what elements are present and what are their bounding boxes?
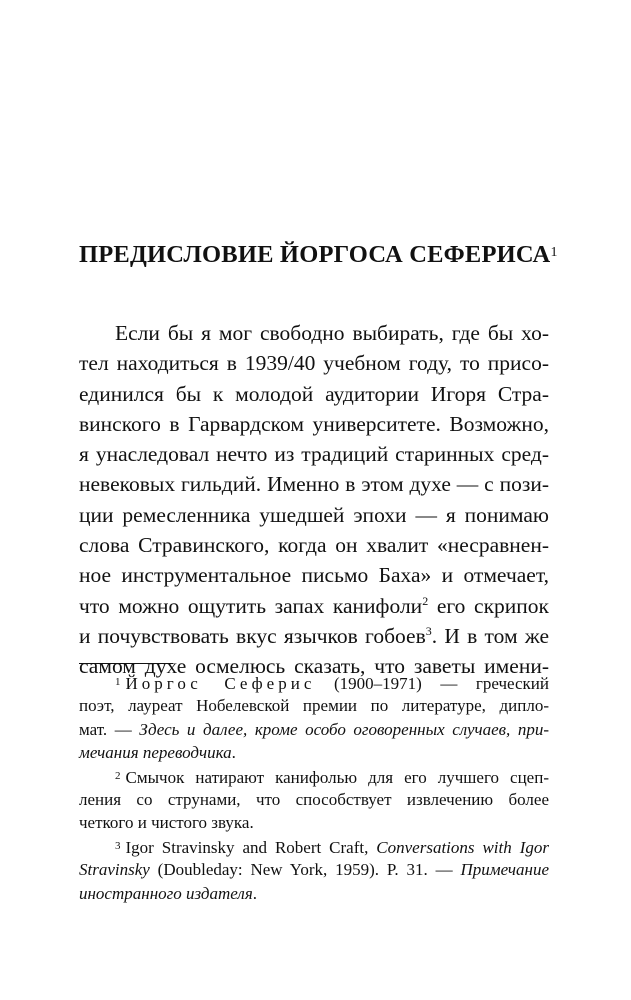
footnote-text: (1900–1971) — греческий: [315, 674, 549, 693]
footnote-line: четкого и чистого звука.: [79, 813, 254, 833]
footnote-ref-2: 2: [422, 593, 429, 608]
footnote-line: [79, 858, 549, 881]
body-line: слова Стравинского, когда он хвалит «несравнен-: [79, 533, 549, 558]
footnote-separator: [79, 663, 173, 664]
body-line: невековых гильдий. Именно в этом духе — с пози-: [79, 472, 549, 497]
body-line: [79, 591, 549, 621]
footnote-italic: Stravinsky: [79, 860, 150, 880]
footnote-line: [79, 718, 549, 741]
body-line: самом духе осмелюсь сказать, что заветы имени-: [79, 654, 549, 679]
body-line: [79, 621, 549, 651]
body-line: единился бы к молодой аудитории Игоря Стра-: [79, 381, 549, 406]
chapter-heading: [79, 240, 558, 270]
footnote-text: (Doubleday: New York, 1959). P. 31. —: [149, 860, 461, 880]
footnote-italic: мечания переводчика: [79, 743, 232, 763]
footnote-line: [79, 741, 549, 764]
body-line: ное инструментальное письмо Баха» и отмечает,: [79, 563, 549, 588]
footnote-italic: Здесь и далее, кроме особо оговоренных случаев, при-: [139, 719, 550, 739]
footnote-number: 1: [115, 676, 121, 688]
footnote-text: мат. —: [79, 719, 140, 739]
footnote-line: ления со струнами, что способствует извлечению более: [79, 789, 549, 809]
body-line: тел находиться в 1939/40 учебном году, то присо-: [79, 351, 549, 376]
footnote-number: 3: [115, 839, 121, 852]
body-paragraph: [79, 318, 549, 682]
body-line-text: что можно ощутить запах канифоли: [79, 593, 423, 618]
footnote-number: 2: [115, 769, 121, 782]
body-line-text: . И в том же: [431, 623, 549, 648]
footnote-text: .: [231, 743, 236, 763]
footnote-1: [79, 671, 549, 694]
footnote-italic: Conversations with Igor: [376, 837, 549, 857]
body-line: Если бы я мог свободно выбирать, где бы хо-: [115, 321, 549, 345]
footnote-author-name: Йоргос Сеферис: [125, 674, 316, 693]
footnote-italic: иностранного издателя: [79, 883, 253, 903]
body-line: винского в Гарвардском университете. Возможно,: [79, 411, 549, 436]
footnote-3: [79, 835, 549, 858]
footnotes: [79, 671, 549, 905]
footnote-ref-1: 1: [550, 245, 558, 260]
footnote-2: [79, 765, 549, 788]
body-line-text: его скрипок: [428, 593, 549, 618]
body-line: я унаследовал нечто из традиций старинных сред-: [79, 442, 549, 467]
footnote-line: поэт, лауреат Нобелевской премии по литературе, дипло-: [79, 696, 549, 716]
footnote-text: Igor Stravinsky and Robert Craft,: [125, 837, 377, 857]
footnote-ref-3: 3: [425, 623, 432, 638]
footnote-line: [79, 882, 549, 905]
footnote-italic: Примечание: [460, 860, 549, 880]
footnote-text: .: [252, 883, 257, 903]
body-line-text: и почувствовать вкус язычков гобоев: [79, 623, 426, 648]
body-line: ции ремесленника ушедшей эпохи — я понимаю: [79, 502, 549, 527]
footnote-text: Смычок натирают канифолью для его лучшего сцеп-: [125, 767, 549, 787]
chapter-title: ПРЕДИСЛОВИЕ ЙОРГОСА СЕФЕРИСА: [79, 241, 551, 268]
